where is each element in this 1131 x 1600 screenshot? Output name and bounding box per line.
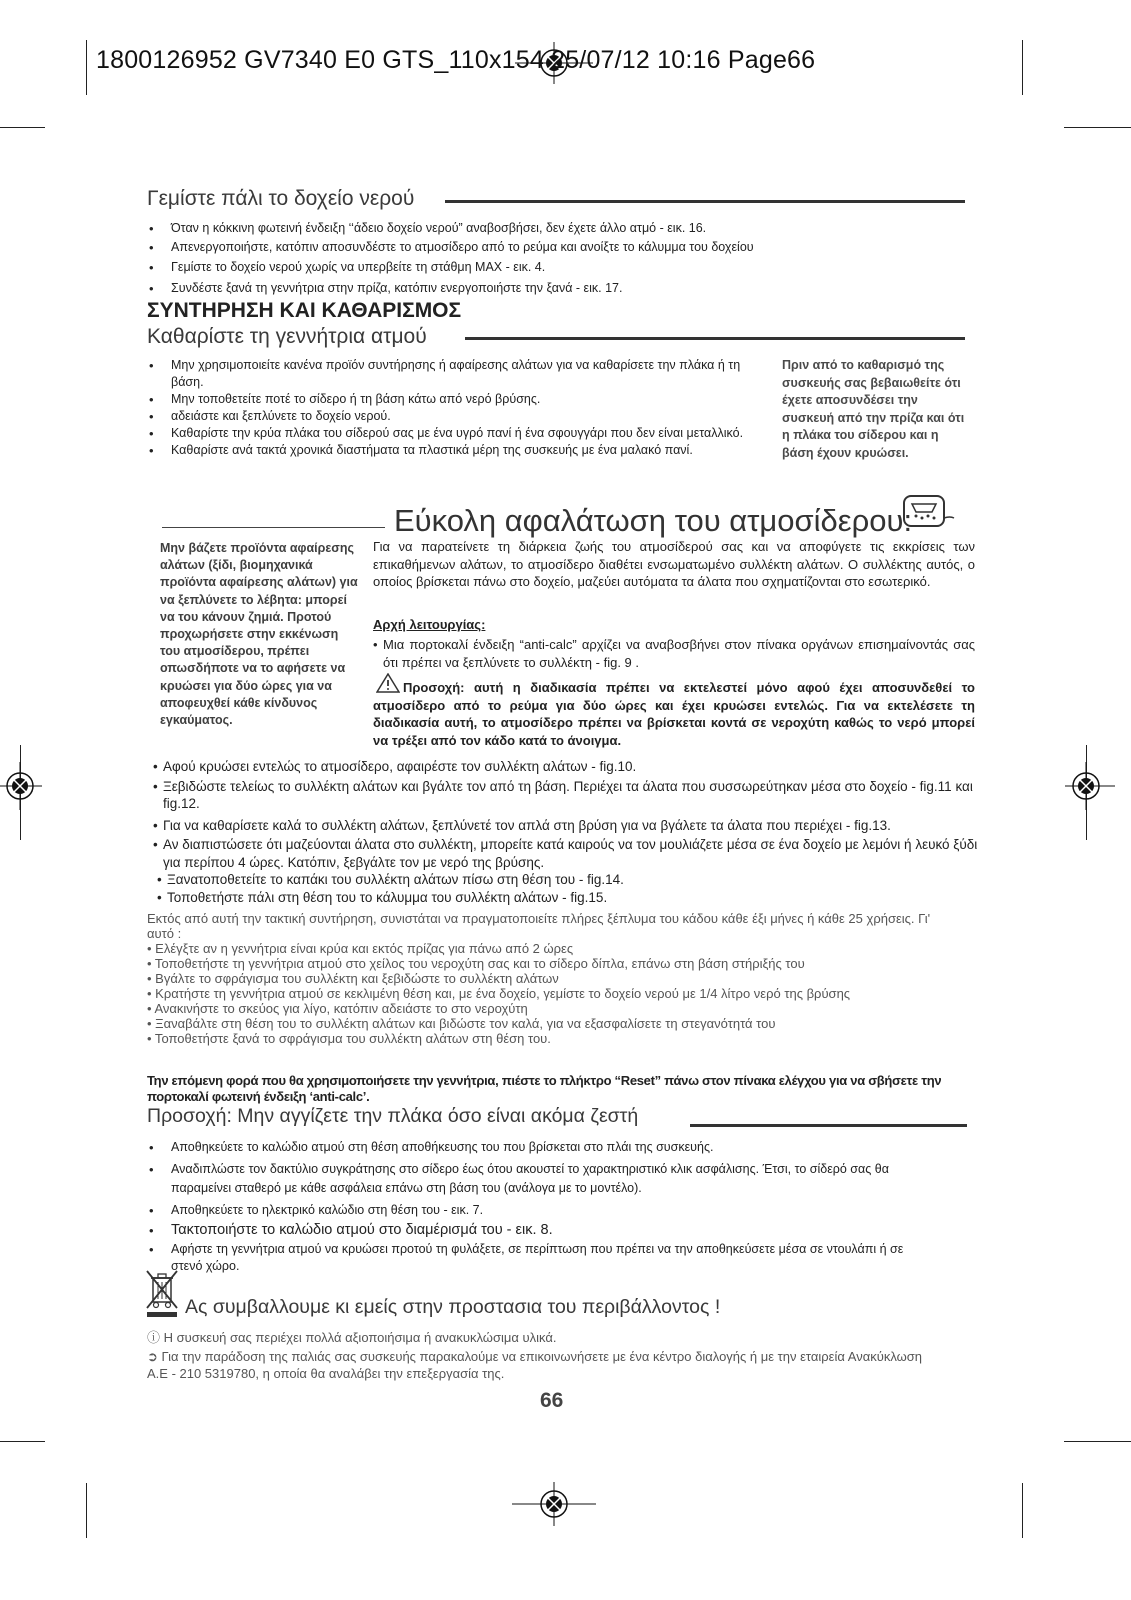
page-number: 66 (540, 1389, 564, 1412)
list-item: • Αναδιπλώστε τον δακτύλιο συγκράτησης στο σίδερο έως ότου ακουστεί το χαρακτηριστικό κλικ ασφάλισης. Έτσι, το σίδερό σας θα παραμείνει σταθερό με κάθε ασφάλεια επάνω στη βάση του (ανάλογα με το μοντέλο). (147, 1160, 927, 1198)
list-item: • Απενεργοποιήστε, κατόπιν αποσυνδέστε το ατμοσίδερο από το ρεύμα και ανοίξτε το κάλυμμα του δοχείου (147, 239, 977, 256)
crop-mark (1064, 127, 1131, 128)
disposal-note: ➲ Για την παράδοση της παλιάς σας συσκευής παρακαλούμε να επικοινωνήσετε με ένα κέντρο διαλογής ή με την εταιρεία Ανακύκλωση Α.Ε - 210 5319780, η οποία θα αναλάβει την επεξεργασία της. (147, 1349, 923, 1381)
recyclable-note: ⓘ Η συσκευή σας περιέχει πολλά αξιοποιήσιμα ή ανακυκλώσιμα υλικά. (147, 1330, 557, 1345)
list-item: • Ξεβιδώστε τελείως το συλλέκτη αλάτων και βγάλτε τον από τη βάση. Περιέχει τα άλατα που συσσωρεύτηκαν μέσα στο δοχείο - fig.11 και fig.12. (153, 778, 978, 813)
side-note-unplug: Πριν από το καθαρισμό της συσκευής σας βεβαιωθείτε ότι έχετε αποσυνδέσει την συσκευή από την πρίζα και ότι η πλάκα του σίδερου και η βάση έχουν κρυώσει. (782, 358, 965, 460)
list-item: • Για να καθαρίσετε καλά το συλλέκτη αλάτων, ξεπλύνετέ τον απλά στη βρύση για να βγάλετε τα άλατα που περιέχει - fig.13. (153, 817, 978, 835)
warning-text: Προσοχή: αυτή η διαδικασία πρέπει να εκτελεστεί μόνο αφού έχει αποσυνδεθεί το ατμοσίδερο από το ρεύμα για δύο ώρες και έχει κρυώσει εντελώς. Για να εκτελέσετε τη διαδικασία αυτή, το ατμοσίδερο πρέπει να βρίσκεται κοντά σε νεροχύτη καθώς το νερό μπορεί να τρέξει από τον κάδο κατά το άνοιγμα. (373, 680, 975, 748)
section-title-caution: Προσοχή: Μην αγγίζετε την πλάκα όσο είναι ακόμα ζεστή (147, 1105, 644, 1128)
list-item: • Ξαναβάλτε στη θέση του το συλλέκτη αλάτων και βιδώστε τον καλά, για να εξασφαλίσετε τη στεγανότητά του (147, 1016, 776, 1031)
refill-list (147, 220, 977, 297)
list-item: • Καθαρίστε ανά τακτά χρονικά διαστήματα τα πλαστικά μέρη της συσκευής με ένα μαλακό πανί. (147, 442, 772, 459)
descaling-steps (153, 758, 978, 906)
side-note-no-descaler: Μην βάζετε προϊόντα αφαίρεσης αλάτων (ξίδι, βιομηχανικά προϊόντα αφαίρεσης αλάτων) για να ξεπλύνετε το λέβητα: μπορεί να του κάνουν ζημιά. Προτού προχωρήσετε στην εκκένωση του ατμοσίδερου, πρέπει οπωσδήποτε να το αφήσετε να κρυώσει για δύο ώρες για να αποφευχθεί κάθε κίνδυνος εγκαύματος. (160, 541, 358, 728)
list-item: • Αφήστε τη γεννήτρια ατμού να κρυώσει προτού τη φυλάξετε, σε περίπτωση που πρέπει να την αποθηκεύσετε μέσα σε ντουλάπι ή σε στενό χώρο. (147, 1241, 927, 1275)
crop-mark (0, 1441, 45, 1442)
list-item: • Μην τοποθετείτε ποτέ το σίδερο ή τη βάση κάτω από νερό βρύσης. (147, 391, 772, 408)
list-item: • Τοποθετήστε ξανά το σφράγισμα του συλλέκτη αλάτων στη θέση του. (147, 1031, 551, 1046)
list-item: • Τοποθετήστε πάλι στη θέση του το κάλυμμα του συλλέκτη αλάτων - fig.15. (157, 889, 978, 907)
crop-mark (86, 1483, 87, 1538)
list-item: • Ελέγξτε αν η γεννήτρια είναι κρύα και εκτός πρίζας για πάνω από 2 ώρες (147, 941, 574, 956)
list-item: • Κρατήστε τη γεννήτρια ατμού σε κεκλιμένη θέση και, με ένα δοχείο, γεμίστε το δοχείο νερού με 1/4 λίτρο νερό της βρύσης (147, 986, 851, 1001)
list-item: • Τακτοποιήστε το καλώδιο ατμού στο διαμέρισμά του - εικ. 8. (147, 1222, 927, 1239)
crossed-bin-icon (144, 1268, 180, 1318)
section-rule (690, 1124, 967, 1127)
list-item: • Όταν η κόκκινη φωτεινή ένδειξη ‘‘άδειο δοχείο νερού” αναβοσβήσει, δεν έχετε άλλο ατμό - εικ. 16. (147, 220, 977, 237)
section-rule (445, 200, 965, 203)
registration-mark-icon (1065, 762, 1115, 810)
section-title-clean: Καθαρίστε τη γεννήτρια ατμού (147, 325, 433, 349)
list-item: • Αν διαπιστώσετε ότι μαζεύονται άλατα στο συλλέκτη, μπορείτε κατά καιρούς να τον μουλιάζετε μέσα σε ένα δοχείο με λεμόνι ή λευκό ξύδι για περίπου 4 ώρες. Κατόπιν, ξεβγάλτε τον με νερό της βρύσης. (153, 836, 978, 871)
list-item: • Ξανατοποθετείτε το καπάκι του συλλέκτη αλάτων πίσω στη θέση του - fig.14. (157, 871, 978, 889)
section-rule (465, 337, 965, 340)
principle-list (373, 636, 975, 671)
full-rinse-list (147, 941, 947, 1046)
reset-note: Την επόμενη φορά που θα χρησιμοποιήσετε την γεννήτρια, πιέστε το πλήκτρο “Reset” πάνω στον πίνακα ελέγχου για να σβήσετε την πορτοκαλί φωτεινή ένδειξη ‘anti-calc’. (147, 1073, 942, 1104)
list-item: • Μια πορτοκαλί ένδειξη “anti-calc” αρχίζει να αναβοσβήνει στον πίνακα οργάνων επισημαίνοντάς σας ότι πρέπει να ξεπλύνετε το συλλέκτη - fig. 9 . (373, 636, 975, 671)
list-item: • Μην χρησιμοποιείτε κανένα προϊόν συντήρησης ή αφαίρεσης αλάτων για να καθαρίσετε την πλάκα ή τη βάση. (147, 357, 772, 391)
list-item: • Ανακινήστε το σκεύος για λίγο, κατόπιν αδειάστε το στο νεροχύτη (147, 1001, 528, 1016)
list-item: • Τοποθετήστε τη γεννήτρια ατμού στο χείλος του νεροχύτη σας και το σίδερο δίπλα, επάνω στη βάση στήριξής του (147, 956, 805, 971)
list-item: • Συνδέστε ξανά τη γεννήτρια στην πρίζα, κατόπιν ενεργοποιήστε την ξανά - εικ. 17. (147, 280, 977, 297)
list-item: • Αφού κρυώσει εντελώς το ατμοσίδερο, αφαιρέστε τον συλλέκτη αλάτων - fig.10. (153, 758, 978, 776)
registration-mark-icon (512, 1482, 596, 1526)
section-title-refill: Γεμίστε πάλι το δοχείο νερού (147, 187, 420, 211)
print-header: 1800126952 GV7340 E0 GTS_110x154 25/07/12 10:16 Page66 (96, 46, 816, 74)
storage-list (147, 1139, 927, 1275)
full-rinse-intro: Εκτός από αυτή την τακτική συντήρηση, συνιστάται να πραγματοποιείτε πλήρες ξέπλυμα του κάδου κάθε έξι μήνες ή κάθε 25 χρήσεις. Γι' αυτό : (147, 911, 931, 941)
maintenance-heading: ΣΥΝΤΗΡΗΣΗ ΚΑΙ ΚΑΘΑΡΙΣΜΟΣ (147, 299, 462, 322)
crop-mark (1022, 40, 1023, 95)
crop-mark (86, 40, 87, 95)
iron-anticalc-icon (900, 494, 956, 530)
list-item: • Αποθηκεύετε το καλώδιο ατμού στη θέση αποθήκευσης του που βρίσκεται στο πλάι της συσκευής. (147, 1139, 927, 1156)
list-item: • Γεμίστε το δοχείο νερού χωρίς να υπερβείτε τη στάθμη MAX - εικ. 4. (147, 259, 977, 276)
section-title-environment: Ας συμβαλλουμε κι εμείς στην προστασια του περιβάλλοντος ! (185, 1296, 726, 1319)
principle-heading: Αρχή λειτουργίας: (373, 617, 486, 632)
section-title-descaling: Εύκολη αφαλάτωση του ατμοσίδερου: (394, 503, 913, 538)
list-item: • Βγάλτε το σφράγισμα του συλλέκτη και ξεβιδώστε το συλλέκτη αλάτων (147, 971, 559, 986)
section-rule (162, 527, 385, 528)
list-item: • Καθαρίστε την κρύα πλάκα του σίδερού σας με ένα υγρό πανί ή ένα σφουγγάρι που δεν είναι μεταλλικό. (147, 425, 772, 442)
crop-mark (1064, 1441, 1131, 1442)
crop-mark (0, 127, 45, 128)
list-item: • Αποθηκεύετε το ηλεκτρικό καλώδιο στη θέση του - εικ. 7. (147, 1202, 927, 1219)
descaling-intro: Για να παρατείνετε τη διάρκεια ζωής του ατμοσίδερού σας και να αποφύγετε τις εκκρίσεις των επικαθήμενων αλάτων, το ατμοσίδερο διαθέτει ενσωματωμένο συλλέκτη αλάτων. Ο συλλέκτης αυτός, ο οποίος βρίσκεται πάνω στο δοχείο, μαζεύει αυτόματα τα άλατα που σχηματίζονται στο εσωτερικό. (373, 539, 975, 589)
clean-list (147, 357, 772, 459)
list-item: • αδειάστε και ξεπλύνετε το δοχείο νερού. (147, 408, 772, 425)
registration-mark-icon (0, 762, 42, 810)
crop-mark (1022, 1483, 1023, 1538)
